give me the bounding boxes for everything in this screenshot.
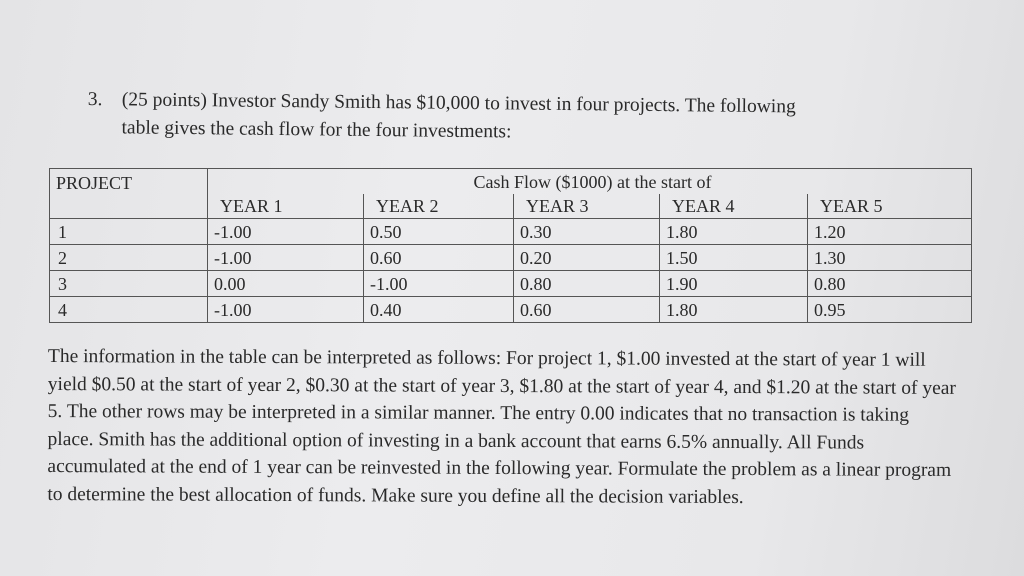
problem-statement xyxy=(87,86,796,149)
year-header: YEAR 5 xyxy=(808,194,972,219)
table-row xyxy=(50,297,972,323)
cash-flow-table xyxy=(49,168,972,323)
cash-flow-cell: 0.80 xyxy=(514,271,660,297)
year-header: YEAR 4 xyxy=(660,194,808,219)
cash-flow-cell: 1.50 xyxy=(660,245,808,271)
cash-flow-cell: 1.90 xyxy=(660,271,808,297)
problem-line-1: (25 points) Investor Sandy Smith has $10,000 to invest in four projects. The following xyxy=(121,89,796,118)
cash-flow-cell: 0.95 xyxy=(808,297,972,323)
year-header: YEAR 2 xyxy=(364,194,514,219)
cash-flow-cell: -1.00 xyxy=(364,271,514,297)
cash-flow-cell: 0.80 xyxy=(808,271,972,297)
problem-number: 3. xyxy=(87,88,103,111)
year-header: YEAR 1 xyxy=(208,194,364,219)
explanation-text: The information in the table can be interpreted as follows: For project 1, $1.00 invested at the start of year 1 will yield $0.50 at the start of year 2, $0.30 at the start of year 3, $1.80 at the start of year 4, and $1.20 at the start of year 5. The other rows may be interpreted in a similar manner. The entry 0.00 indicates that no transaction is taking place. Smith has the additional option of investing in a bank account that earns 6.5% annually. All Funds accumulated at the end of 1 year can be reinvested in the following year. Formulate the problem as a linear program to determine the best allocation of funds. Make sure you define all the decision variables. xyxy=(47,345,956,508)
cash-flow-cell: 1.80 xyxy=(660,219,808,245)
cash-flow-cell: 1.30 xyxy=(808,245,972,271)
cash-flow-header: Cash Flow ($1000) at the start of xyxy=(208,169,972,195)
cash-flow-cell: 0.30 xyxy=(514,219,660,245)
year-header: YEAR 3 xyxy=(514,194,660,219)
cash-flow-cell: 1.20 xyxy=(808,219,972,245)
problem-line-2: table gives the cash flow for the four investments: xyxy=(121,117,512,143)
cash-flow-cell: -1.00 xyxy=(208,297,364,323)
cash-flow-cell: 0.20 xyxy=(514,245,660,271)
explanation-paragraph xyxy=(47,343,958,512)
cash-flow-cell: 0.60 xyxy=(514,297,660,323)
cash-flow-cell: 0.60 xyxy=(364,245,514,271)
project-id: 2 xyxy=(50,245,208,271)
cash-flow-cell: 0.50 xyxy=(364,219,514,245)
table-row xyxy=(50,245,972,271)
cash-flow-cell: 0.00 xyxy=(208,271,364,297)
table-row xyxy=(50,219,972,245)
table-row xyxy=(50,271,972,297)
project-header: PROJECT xyxy=(50,169,208,219)
cash-flow-cell: 0.40 xyxy=(364,297,514,323)
cash-flow-cell: -1.00 xyxy=(208,245,364,271)
cash-flow-cell: -1.00 xyxy=(208,219,364,245)
project-id: 3 xyxy=(50,271,208,297)
cash-flow-cell: 1.80 xyxy=(660,297,808,323)
project-id: 1 xyxy=(50,219,208,245)
project-id: 4 xyxy=(50,297,208,323)
